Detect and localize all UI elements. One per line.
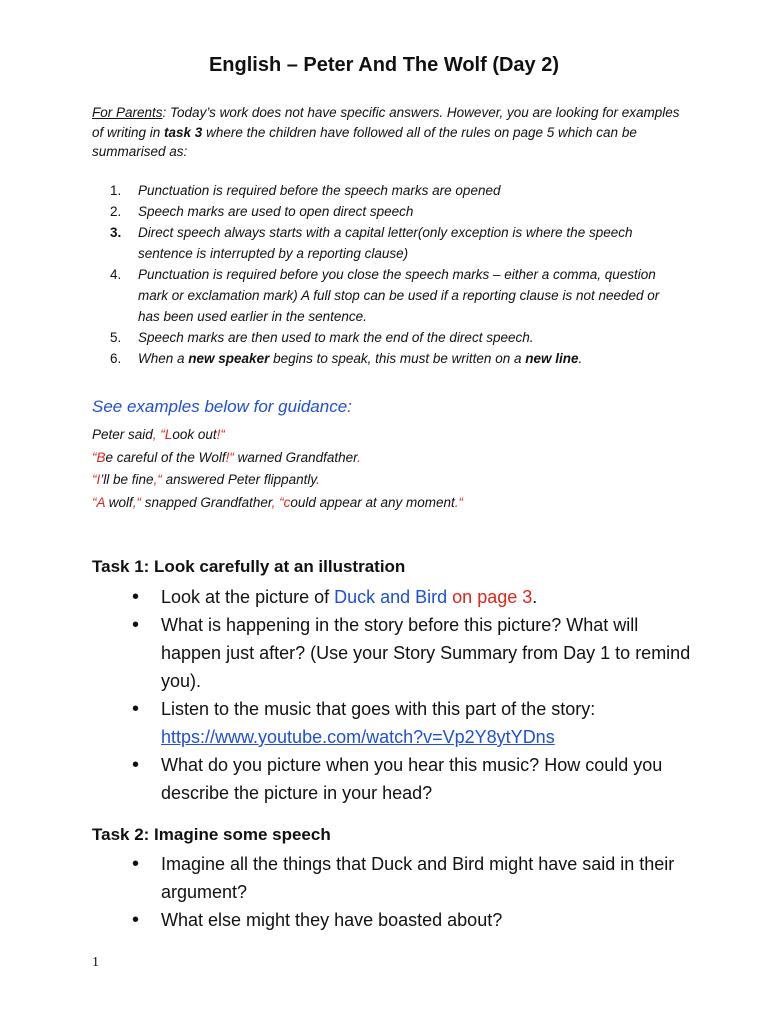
task1-bullet-item	[132, 695, 692, 751]
task1-list	[132, 583, 692, 807]
task2-bullet-item	[132, 906, 692, 934]
page-number: 1	[92, 955, 99, 970]
task1-bullet-text: What do you picture when you hear this music? How could you describe the picture in your head?	[161, 755, 663, 803]
rule-item	[110, 222, 670, 264]
rule-item	[110, 180, 670, 201]
example-segment: “	[92, 494, 97, 510]
example-segment: snapped Grandfather	[141, 494, 272, 510]
example-segment: ook out	[172, 427, 217, 442]
example-segment: “	[92, 472, 97, 487]
task1-heading: Task 1: Look carefully at an illustration	[92, 557, 406, 576]
example-segment: .	[316, 472, 320, 487]
example-segment: A	[96, 494, 106, 510]
task1-bullet-item	[132, 611, 692, 695]
example-segment: .	[357, 449, 361, 465]
task2-bullet-item	[132, 850, 692, 906]
task1-bullet-text: What is happening in the story before this picture? What will happen just after? (Use your Story Summary from Day 1 to remind you).	[161, 615, 691, 691]
parents-lead: For Parents	[92, 105, 163, 120]
rule-item	[110, 348, 670, 369]
see-examples-heading: See examples below for guidance:	[92, 397, 352, 416]
rule-text: Direct speech always starts with a capital letter(only exception is where the speech sentence is interrupted by a reporting clause)	[138, 225, 633, 261]
rule-text: When a	[138, 351, 189, 366]
rule-text: begins to speak, this must be written on a	[269, 351, 526, 366]
example-segment: L	[164, 427, 173, 442]
task2-bullet-text: Imagine all the things that Duck and Bird might have said in their argument?	[161, 854, 675, 902]
example-line	[92, 469, 463, 492]
example-segment: I	[96, 472, 101, 487]
rule-text: Speech marks are used to open direct speech	[138, 204, 414, 219]
example-segment: e careful of the Wolf	[105, 449, 226, 465]
example-segment: ’ll be fine	[100, 472, 154, 487]
rule-number: 1.	[110, 183, 122, 198]
task2-list	[132, 850, 692, 934]
rule-text: Punctuation is required before you close the speech marks – either a comma, question mark or exclamation mark) A full stop can be used if a reporting clause is not needed or has been used earlier in the sentence.	[138, 267, 660, 324]
examples-block	[92, 424, 463, 514]
parents-text-a: : Today’s work does not have specific answers. However, you are looking for examples of writing in	[92, 105, 680, 140]
rule-text: Punctuation is required before the speech marks are opened	[138, 183, 501, 198]
task1-bullet-text: on	[447, 587, 478, 607]
example-line	[92, 492, 463, 515]
example-segment: wolf	[105, 494, 133, 510]
example-segment: ould appear at any moment	[290, 494, 455, 510]
example-segment: Peter said	[92, 427, 153, 442]
rule-item	[110, 327, 670, 348]
parents-task-ref: task 3	[164, 124, 203, 140]
task1-bullet-text: Listen to the music that goes with this part of the story:	[161, 699, 596, 719]
example-segment: , “	[152, 427, 165, 442]
task2-bullet-text: What else might they have boasted about?	[161, 910, 503, 930]
rule-number: 5.	[110, 330, 122, 345]
page-title: English – Peter And The Wolf (Day 2)	[208, 54, 560, 76]
rule-number: 3.	[110, 225, 122, 240]
task1-bullet-text: Duck and Bird	[334, 587, 448, 607]
task1-bullet-item	[132, 583, 692, 611]
example-segment: warned Grandfather	[233, 449, 358, 465]
rule-text: new speaker	[188, 351, 270, 366]
task2-heading: Task 2: Imagine some speech	[92, 825, 331, 844]
example-segment: ,“	[153, 472, 162, 487]
rule-text: new line	[525, 351, 579, 366]
rule-item	[110, 264, 670, 327]
example-segment: , “	[271, 494, 284, 510]
rule-number: 4.	[110, 267, 122, 282]
task1-bullet-text: page 3	[477, 587, 533, 607]
task1-bullet-item	[132, 751, 692, 807]
rules-list	[110, 180, 670, 369]
parents-note	[92, 103, 692, 162]
rule-number: 6.	[110, 351, 122, 366]
example-segment: .“	[454, 494, 463, 510]
example-segment: ,“	[132, 494, 142, 510]
example-segment: c	[283, 494, 291, 510]
example-segment: answered Peter flippantly	[161, 472, 317, 487]
task1-bullet-text: Look at the picture of	[161, 587, 335, 607]
example-segment: !“	[225, 449, 234, 465]
example-segment: “	[92, 449, 97, 465]
example-line	[92, 424, 463, 447]
rule-item	[110, 201, 670, 222]
example-line	[92, 447, 463, 470]
rule-text: Speech marks are then used to mark the end of the direct speech.	[138, 330, 534, 345]
rule-text: .	[578, 351, 583, 366]
example-segment: B	[96, 449, 106, 465]
rule-number: 2.	[110, 204, 122, 219]
youtube-link[interactable]: https://www.youtube.com/watch?v=Vp2Y8ytYDns	[161, 727, 555, 747]
task1-bullet-text: .	[532, 587, 538, 607]
example-segment: !“	[216, 427, 225, 442]
parents-text-b: where the children have followed all of the rules on page 5 which can be summarised as:	[92, 124, 637, 159]
